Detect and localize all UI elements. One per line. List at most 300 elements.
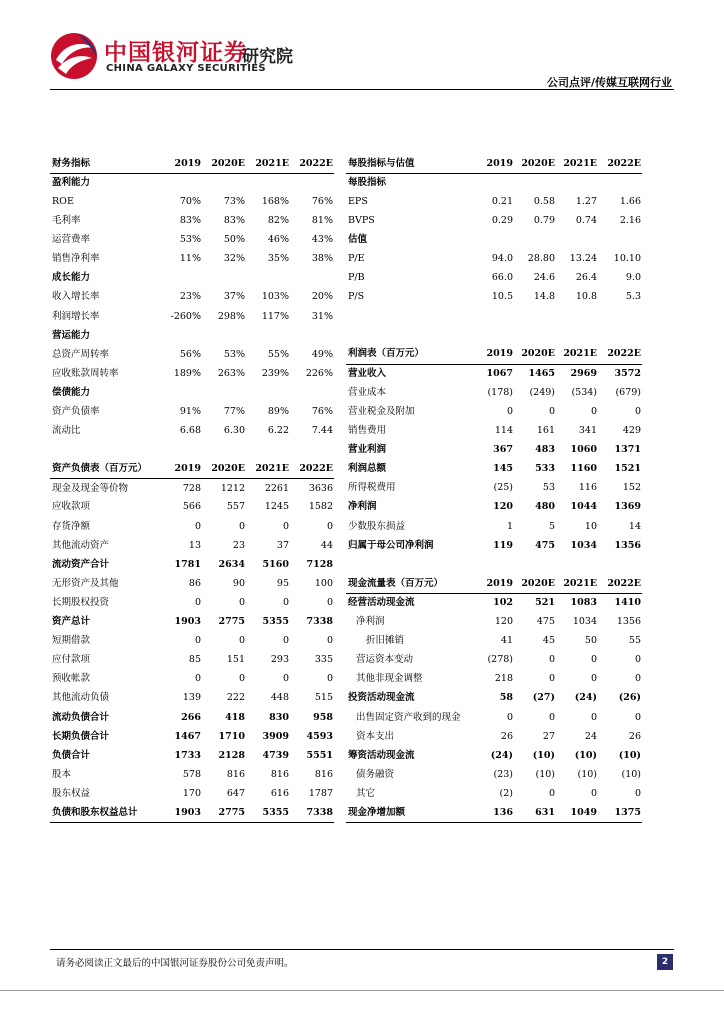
cell-value: 11% [179,253,201,265]
cell-value: 5160 [262,558,289,570]
table-row [50,803,334,822]
table-row [50,650,334,669]
cell-value: 6.30 [223,425,245,437]
cell-value: 1521 [614,463,641,475]
cell-value: 43% [311,234,333,246]
cell-value: 145 [493,463,513,475]
cell-value: 1049 [556,803,598,822]
table-row [346,670,642,689]
row-label: 其他流动资产 [52,539,110,551]
cell-value: 0 [326,635,333,647]
table-row [50,631,334,650]
row-label [50,440,162,459]
row-label: 销售费用 [348,425,387,437]
row-label: 短期借款 [52,635,91,647]
cell-value: 1044 [570,501,597,513]
table-row [346,249,642,268]
row-label: 其他流动负债 [52,692,110,704]
cell-value [202,326,246,345]
cell-value: 0 [326,596,333,608]
cell-value: 24.6 [533,272,555,284]
cell-value [514,555,556,574]
cell-value: 1903 [174,616,201,628]
table-header-row [50,154,334,173]
cell-value: (278) [487,654,513,666]
row-label: 成长能力 [52,272,91,284]
row-label: 出售固定资产收到的现金 [356,711,461,723]
cell-value: 418 [225,711,245,723]
table-row [50,498,334,517]
cell-value: 46% [267,234,289,246]
table-row [346,803,642,822]
cell-value [290,383,334,402]
cell-value: 55% [267,348,289,360]
row-label: 资本支出 [356,730,395,742]
cell-value: 0 [194,635,201,647]
cell-value: 475 [536,616,555,628]
cell-value: (534) [571,386,597,398]
cell-value: 218 [494,673,513,685]
cell-value: 0.21 [491,195,513,207]
cell-value: (25) [493,482,513,494]
cell-value: 53% [223,348,245,360]
row-label: P/B [348,272,365,284]
cell-value: 830 [269,711,289,723]
section-row [346,230,642,249]
section-row [346,173,642,192]
cell-value: 1781 [174,558,201,570]
cell-value [162,383,202,402]
cell-value: 26.4 [575,272,597,284]
table-row [50,288,334,307]
table-row [346,727,642,746]
cell-value: 94.0 [491,253,513,265]
cell-value: 114 [494,425,513,437]
table-row [50,517,334,536]
cell-value: 533 [535,463,555,475]
cell-value: 0 [634,673,641,685]
cell-value: 1.66 [619,195,641,207]
cell-value: (679) [615,386,641,398]
cell-value: 1582 [308,501,333,513]
cell-value: 53 [542,482,555,494]
row-label: 折旧摊销 [366,635,405,647]
cell-value: 958 [313,711,333,723]
cell-value: 816 [226,768,245,780]
cell-value: 0 [194,673,201,685]
table-row [50,364,334,383]
cell-value: 170 [182,787,201,799]
cell-value: 95 [276,577,289,589]
cell-value: 2022E [598,574,642,593]
cell-value: 0 [326,673,333,685]
row-label: 应收款项 [52,501,91,513]
row-label: 归属于母公司净利润 [348,539,434,551]
cell-value: 1 [506,520,513,532]
cell-value: 0 [238,635,245,647]
left-financial-table [50,154,334,823]
cell-value: (10) [532,749,555,761]
cell-value: 116 [578,482,597,494]
cell-value: 76% [311,406,333,418]
cell-value [202,440,246,459]
cell-value: 1356 [614,539,641,551]
table-row [50,440,334,459]
row-label: 运营费率 [52,234,91,246]
cell-value: 2021E [556,345,598,364]
cell-value: 0 [506,711,513,723]
cell-value: 1467 [174,730,201,742]
cell-value: 0.58 [533,195,555,207]
cell-value: 38% [311,253,333,265]
cell-value: (2) [499,787,513,799]
cell-value: 0 [282,673,289,685]
cell-value: 480 [535,501,555,513]
table-row [346,421,642,440]
table-row [346,784,642,803]
cell-value: 83% [223,215,245,227]
row-label: 财务指标 [50,154,162,173]
cell-value: 119 [493,539,513,551]
row-label: 应收账款周转率 [52,367,119,379]
cell-value: 2020E [514,345,556,364]
row-label: 营运能力 [52,329,91,341]
cell-value: 2775 [218,616,245,628]
cell-value: 578 [182,768,201,780]
row-label: 所得税费用 [348,482,396,494]
cell-value: 0 [326,520,333,532]
cell-value: 89% [267,406,289,418]
cell-value: 1787 [308,787,333,799]
cell-value: 70% [179,195,201,207]
cell-value [246,383,290,402]
header-divider [50,89,674,90]
cell-value: 7338 [306,616,333,628]
table-row [50,574,334,593]
page-number: 2 [657,954,673,970]
table-row [346,765,642,784]
cell-value: 27 [542,730,555,742]
cell-value: (24) [574,692,597,704]
cell-value [246,440,290,459]
table-row [50,307,334,326]
cell-value [290,173,334,192]
cell-value: 0 [238,520,245,532]
cell-value: 1465 [528,368,555,380]
table-row [50,765,334,784]
cell-value: 367 [493,444,513,456]
row-label: 利润表（百万元） [346,345,474,364]
table-row [346,689,642,708]
cell-value: 3909 [262,730,289,742]
cell-value [556,230,598,249]
row-label: 长期负债合计 [52,730,110,742]
cell-value [598,173,642,192]
row-label: 流动比 [52,425,81,437]
cell-value: 151 [226,654,245,666]
table-row [346,288,642,307]
row-label: 股东权益 [52,787,91,799]
cell-value [162,440,202,459]
table-row [346,708,642,727]
row-label: 债务融资 [356,768,395,780]
cell-value: 55 [628,635,641,647]
cell-value [290,440,334,459]
row-label: P/S [348,291,365,303]
cell-value: 10.10 [613,253,641,265]
table-row [346,460,642,479]
cell-value: 1160 [570,463,597,475]
cell-value: 85 [188,654,201,666]
cell-value: 266 [181,711,201,723]
section-row [50,173,334,192]
cell-value: 10.8 [575,291,597,303]
row-label [346,555,474,574]
cell-value: (249) [529,386,555,398]
right-financial-table [346,154,642,823]
table-row [346,593,642,612]
table-row [346,650,642,669]
row-label: 销售净利率 [52,253,100,265]
cell-value: 2019 [474,345,514,364]
row-label [346,326,474,345]
cell-value: 1034 [572,616,597,628]
table-row [50,345,334,364]
table-header-row [346,345,642,364]
cell-value: 2021E [246,154,290,173]
cell-value: 2020E [514,574,556,593]
cell-value [514,173,556,192]
table-row [346,479,642,498]
cell-value: 2.16 [619,215,641,227]
cell-value [162,326,202,345]
cell-value: 0 [590,787,597,799]
cell-value: 2020E [202,154,246,173]
cell-value: 0 [282,596,289,608]
cell-value: 0 [590,406,597,418]
brand-name-cn: 中国银河证券 [104,40,248,66]
row-label: ROE [52,195,74,207]
cell-value: 6.22 [267,425,289,437]
table-row [50,211,334,230]
cell-value: 1371 [614,444,641,456]
cell-value: 66.0 [491,272,513,284]
cell-value: 0 [548,673,555,685]
row-label: 资产总计 [52,616,91,628]
cell-value: 515 [314,692,333,704]
cell-value: 1710 [218,730,245,742]
cell-value: -260% [170,310,201,322]
cell-value: 226% [305,367,333,379]
cell-value: 263% [217,367,245,379]
footer-divider [50,949,674,950]
cell-value: 483 [535,444,555,456]
table-row [50,230,334,249]
table-row [50,536,334,555]
cell-value: 37% [223,291,245,303]
cell-value: 2775 [202,803,246,822]
cell-value: 81% [311,215,333,227]
cell-value: 566 [182,501,201,513]
cell-value: 37 [276,539,289,551]
table-row [346,269,642,288]
cell-value: 1375 [598,803,642,822]
row-label: 营业成本 [348,386,387,398]
table-row [50,249,334,268]
row-label [346,307,474,326]
cell-value: 58 [499,692,513,704]
row-label: 净利润 [356,616,385,628]
cell-value: 5355 [246,803,290,822]
galaxy-logo-icon [48,30,100,82]
cell-value: 1733 [174,749,201,761]
row-label: 筹资活动现金流 [348,749,415,761]
cell-value [556,173,598,192]
row-label: 长期股权投资 [52,596,110,608]
cell-value: (26) [618,692,641,704]
cell-value: 0 [634,787,641,799]
cell-value: 239% [261,367,289,379]
cell-value: (10) [574,749,597,761]
cell-value: 2019 [474,574,514,593]
cell-value: 0 [548,787,555,799]
cell-value: 293 [270,654,289,666]
table-row [346,631,642,650]
cell-value: (10) [577,768,597,780]
cell-value: (10) [535,768,555,780]
cell-value: 26 [628,730,641,742]
cell-value: 728 [182,482,201,494]
cell-value: 45 [542,635,555,647]
cell-value: 7338 [290,803,334,822]
cell-value: 647 [226,787,245,799]
cell-value: 4593 [306,730,333,742]
cell-value: 86 [188,577,201,589]
cell-value [556,326,598,345]
cell-value: 1212 [220,482,245,494]
cell-value: 82% [267,215,289,227]
row-label: BVPS [348,215,375,227]
cell-value: 335 [314,654,333,666]
row-label: 现金流量表（百万元） [346,574,474,593]
row-label: 营业税金及附加 [348,406,415,418]
cell-value: 1034 [570,539,597,551]
cell-value: 0.74 [575,215,597,227]
cell-value: 24 [584,730,597,742]
cell-value: 0 [548,406,555,418]
cell-value: 1245 [264,501,289,513]
cell-value: 5 [548,520,555,532]
cell-value: 14 [628,520,641,532]
row-label: 流动资产合计 [52,558,110,570]
cell-value: 91% [179,406,201,418]
cell-value: 2634 [218,558,245,570]
cell-value [474,555,514,574]
cell-value [202,269,246,288]
cell-value [598,307,642,326]
cell-value: 168% [261,195,289,207]
table-row [346,746,642,765]
cell-value: 189% [173,367,201,379]
table-row [346,211,642,230]
cell-value: 2969 [570,368,597,380]
cell-value: 0 [238,596,245,608]
cell-value: 7128 [306,558,333,570]
cell-value: 2022E [598,345,642,364]
cell-value: 1060 [570,444,597,456]
cell-value: 5.3 [625,291,641,303]
cell-value: 557 [226,501,245,513]
cell-value: 0 [548,654,555,666]
row-label: 流动负债合计 [52,711,110,723]
cell-value [598,326,642,345]
table-row [50,421,334,440]
row-label: 少数股东损益 [348,520,406,532]
cell-value: 2022E [290,154,334,173]
row-label: 应付款项 [52,654,91,666]
cell-value: (23) [493,768,513,780]
cell-value: 0 [634,654,641,666]
row-label: 现金及现金等价物 [52,482,129,494]
cell-value: 1369 [614,501,641,513]
cell-value: 76% [311,195,333,207]
row-label: 每股指标 [348,177,387,189]
row-label: 每股指标与估值 [346,154,474,173]
row-label: 营业利润 [348,444,387,456]
cell-value: 0 [194,520,201,532]
row-label: 营运资本变动 [356,654,414,666]
cell-value: 448 [270,692,289,704]
cell-value [474,326,514,345]
row-label: 无形资产及其他 [52,577,119,589]
cell-value: 50% [223,234,245,246]
cell-value: 0 [590,654,597,666]
cell-value: 1067 [486,368,513,380]
cell-value: 44 [320,539,333,551]
row-label: 营业收入 [348,368,387,380]
row-label: 利润增长率 [52,310,100,322]
cell-value: 13 [188,539,201,551]
table-row [50,402,334,421]
row-label: 存货净额 [52,520,91,532]
table-row [346,364,642,383]
cell-value: 0 [590,711,597,723]
cell-value: 2022E [598,154,642,173]
cell-value: 120 [493,501,513,513]
section-row [50,269,334,288]
cell-value: (10) [621,768,641,780]
cell-value: 28.80 [527,253,555,265]
table-row [50,479,334,498]
cell-value: 0 [634,406,641,418]
table-row [346,440,642,459]
table-row [346,517,642,536]
page-bottom-divider [0,990,724,991]
cell-value: 161 [536,425,555,437]
cell-value: 1356 [616,616,641,628]
cell-value: 2261 [264,482,289,494]
cell-value: 2020E [514,154,556,173]
cell-value: 100 [314,577,333,589]
cell-value [162,173,202,192]
cell-value: 521 [535,597,555,609]
cell-value [474,307,514,326]
cell-value [556,555,598,574]
cell-value [246,173,290,192]
cell-value: 0 [282,520,289,532]
cell-value: 117% [261,310,289,322]
cell-value: 26 [500,730,513,742]
